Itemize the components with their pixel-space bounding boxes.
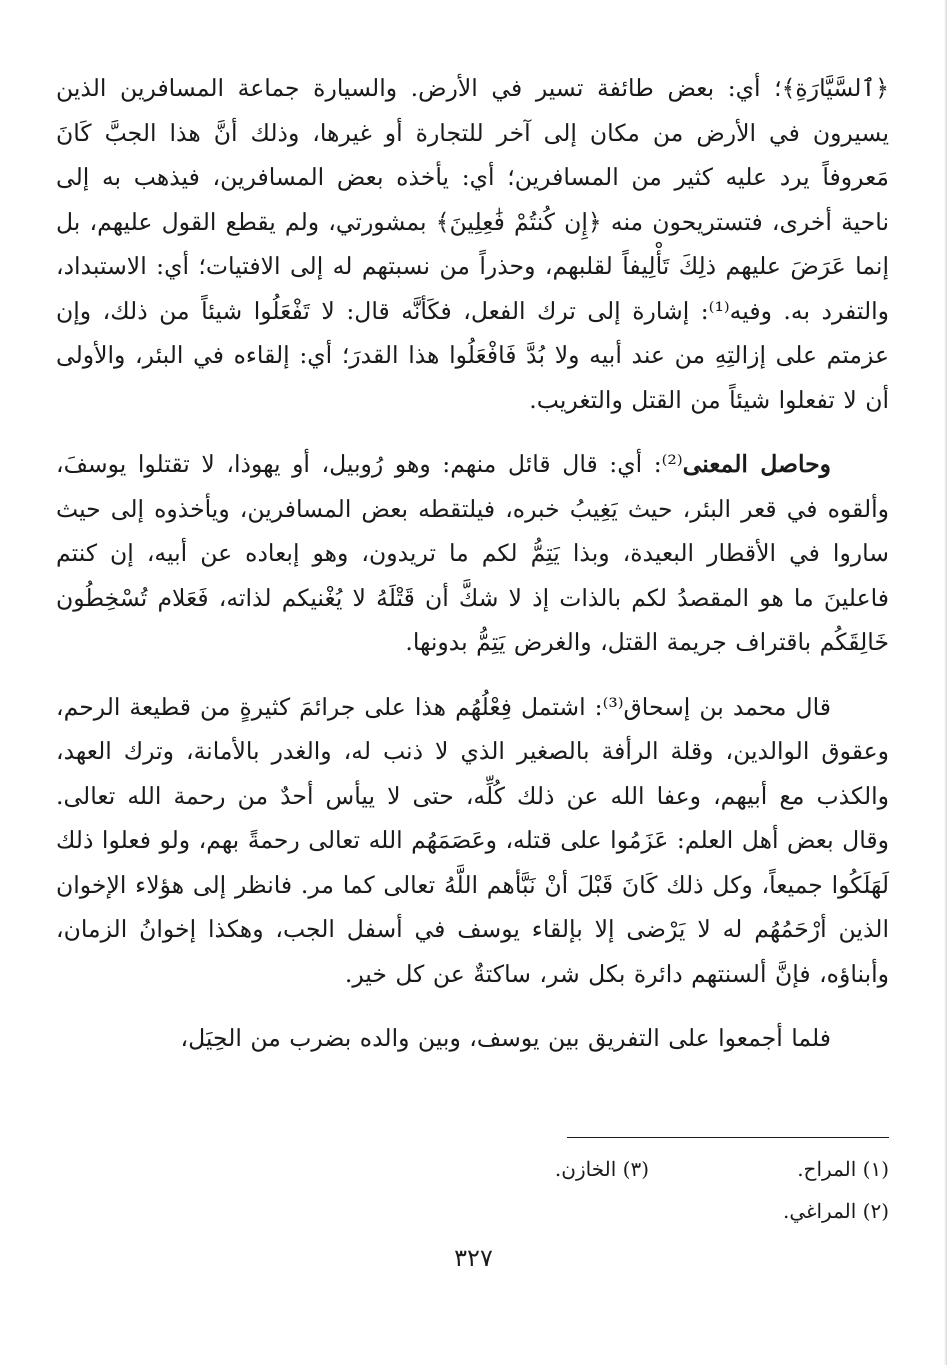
paragraph-1-text: ﴿ٱلسَّيَّارَةِ﴾؛ أي: بعض طائفة تسير في الأرض. والسيارة جماعة المسافرين الذين يسيرون في الأرض من مكان إلى آخر للتجارة أو غيرها، وذلك أنَّ هذا الجبَّ كَانَ مَعروفاً يرد عليه كثير من المسافرين؛ أي: يأخذه بعض المسافرين، فيذهب به إلى ناحية أخرى، فتستريحون منه ﴿إِن كُنتُمْ فَٰعِلِينَ﴾ بمشورتي، ولم يقطع القول عليهم، بل إنما عَرَضَ عليهم ذلِكَ تَأْلِيفاً لقلبهم، وحذراً من نسبتهم له إلى الافتيات؛ أي: الاستبداد، والتفرد به. وفيه⁽¹⁾: إشارة إلى ترك الفعل، فكَأنَّه قال: لا تَفْعَلُوا شيئاً من ذلك، وإن عزمتم على إزالتِهِ من عند أبيه ولا بُدَّ فَافْعَلُوا هذا القدرَ؛ أي: إلقاءه في البئر، والأولى أن لا تفعلوا شيئاً من القتل والتغريب.: [56, 74, 889, 414]
footnotes: [409, 1148, 889, 1232]
paragraph-2-lead: وحاصل المعنى: [682, 450, 831, 478]
paragraph-3-text: قال محمد بن إسحاق⁽³⁾: اشتمل فِعْلُهُم هذا على جرائمَ كثيرةٍ من قطيعة الرحم، وعقوق الوالدين، وقلة الرأفة بالصغير الذي لا ذنب له، والغدر بالأمانة، وترك العهد، والكذب مع أبيهم، وعفا الله عن ذلك كُلِّه، حتى لا ييأس أحدٌ من رحمة الله تعالى. وقال بعض أهل العلم: عَزَمُوا على قتله، وعَصَمَهُم الله تعالى رحمةً بهم، ولو فعلوا ذلك لَهَلَكُوا جميعاً، وكل ذلك كَانَ قَبْلَ أنْ نَبَّأهم اللَّهُ تعالى كما مر. فانظر إلى هؤلاء الإخوان الذين أرْحَمُهُم له لا يَرْضى إلا بإلقاء يوسف في أسفل الجب، وهكذا إخوانُ الزمان، وأبناؤه، فإنَّ ألسنتهم دائرة بكل شر، ساكتةٌ عن كل خير.: [56, 692, 889, 988]
page-body: [56, 66, 889, 1081]
footnote-row-2: [409, 1190, 889, 1232]
footnote-1: (١) المراح.: [797, 1157, 889, 1181]
paragraph-4: [56, 1016, 889, 1061]
footnote-divider: [567, 1137, 889, 1138]
footnote-3: (٣) الخازن.: [554, 1157, 649, 1181]
paragraph-2-text: ⁽²⁾: أي: قال قائل منهم: وهو رُوبيل، أو يهوذا، لا تقتلوا يوسفَ، وألقوه في قعر البئر، حيث يَغِيبُ خبره، فيلتقطه بعض المسافرين، ويأخذوه إلى حيث ساروا في الأقطار البعيدة، وبذا يَتِمُّ لكم ما تريدون، وهو إبعاده عن أبيه، إن كنتم فاعلينَ ما هو المقصدُ لكم بالذات إذ لا شكَّ أن قَتْلَهُ لا يُغْنيكم لذاته، فَعَلام تُسْخِطُون خَالِقَكُم باقتراف جريمة القتل، والغرض يَتِمُّ بدونها.: [56, 450, 889, 656]
paragraph-3: [56, 685, 889, 997]
footnote-row-1: [409, 1148, 889, 1190]
page-number: ٣٢٧: [454, 1244, 493, 1272]
paragraph-4-text: فلما أجمعوا على التفريق بين يوسف، وبين والده بضرب من الحِيَل،: [180, 1024, 831, 1052]
paragraph-2: [56, 442, 889, 665]
footnote-2: (٢) المراغي.: [782, 1199, 889, 1223]
paragraph-1: [56, 66, 889, 422]
